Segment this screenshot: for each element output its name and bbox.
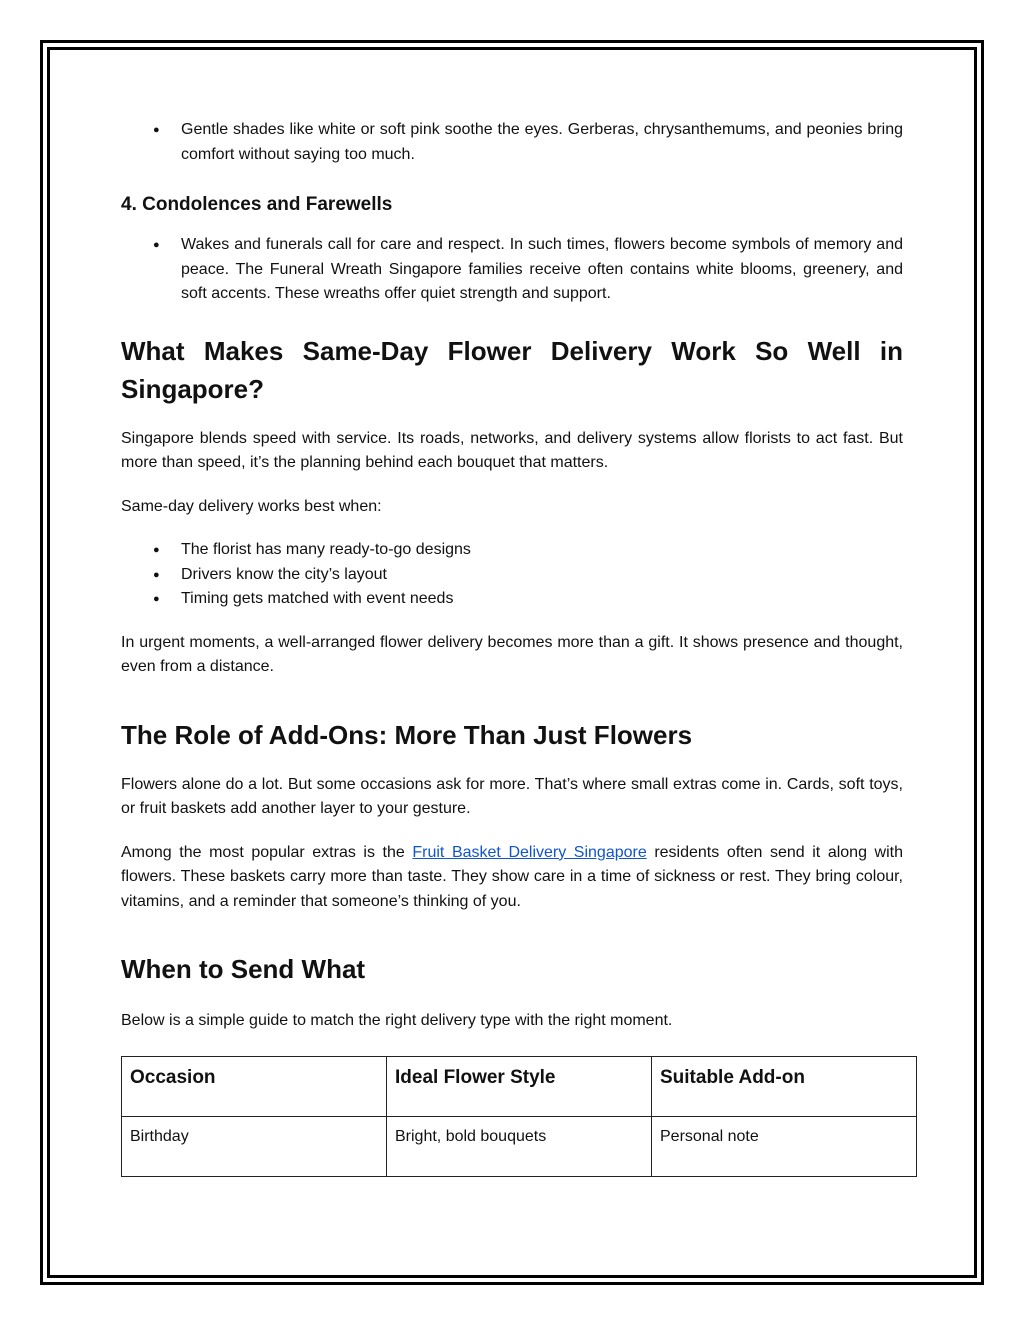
occasion-guide-table xyxy=(121,1056,917,1177)
table-row xyxy=(122,1117,917,1177)
paragraph-text: Among the most popular extras is the xyxy=(121,843,413,861)
paragraph-singapore-speed: Singapore blends speed with service. Its roads, networks, and delivery systems allow florists to act fast. But more than speed, it’s the planning behind each bouquet that matters. xyxy=(121,429,903,471)
list-item: ● Drivers know the city’s layout xyxy=(181,563,903,588)
top-bullet-list xyxy=(121,118,903,167)
heading-when-to-send: When to Send What xyxy=(121,954,366,984)
column-header-add-on: Suitable Add-on xyxy=(652,1057,917,1117)
table-cell: Birthday xyxy=(122,1117,387,1177)
list-item: ● Gentle shades like white or soft pink soothe the eyes. Gerberas, chrysanthemums, and peonies bring comfort without saying too much. xyxy=(181,118,903,167)
paragraph-urgent-moments: In urgent moments, a well-arranged flower delivery becomes more than a gift. It shows presence and thought, even from a distance. xyxy=(121,633,903,675)
heading-same-day-delivery: What Makes Same-Day Flower Delivery Work So Well in Singapore? xyxy=(121,335,903,404)
paragraph-text: residents often send it along with flowers. These baskets carry more than taste. They show care in a time of sickness or rest. They bring colour, vitamins, and a reminder that someone’s thinking of you. xyxy=(121,843,903,910)
paragraph-popular-extras xyxy=(121,841,903,915)
table-cell: Bright, bold bouquets xyxy=(387,1117,652,1177)
paragraph-works-best-when: Same-day delivery works best when: xyxy=(121,497,382,515)
fruit-basket-delivery-link[interactable]: Fruit Basket Delivery Singapore xyxy=(412,843,647,861)
table-header-row xyxy=(122,1057,917,1117)
heading-role-of-addons: The Role of Add-Ons: More Than Just Flowers xyxy=(121,719,693,750)
condolences-bullet-list xyxy=(121,233,903,307)
column-header-flower-style: Ideal Flower Style xyxy=(387,1057,652,1117)
column-header-occasion: Occasion xyxy=(122,1057,387,1117)
works-best-bullet-list xyxy=(121,538,903,612)
paragraph-guide-intro: Below is a simple guide to match the right delivery type with the right moment. xyxy=(121,1012,673,1029)
document-body xyxy=(121,118,903,1034)
section-heading-condolences: 4. Condolences and Farewells xyxy=(121,194,393,215)
paragraph-flowers-alone: Flowers alone do a lot. But some occasions ask for more. That’s where small extras come in. Cards, soft toys, or fruit baskets add another layer to your gesture. xyxy=(121,775,903,817)
list-item: ● The florist has many ready-to-go designs xyxy=(181,538,903,563)
list-item: ● Wakes and funerals call for care and respect. In such times, flowers become symbols of memory and peace. The Funeral Wreath Singapore families receive often contains white blooms, greenery, and soft accents. These wreaths offer quiet strength and support. xyxy=(181,233,903,307)
list-item: ● Timing gets matched with event needs xyxy=(181,587,903,612)
table-cell: Personal note xyxy=(652,1117,917,1177)
